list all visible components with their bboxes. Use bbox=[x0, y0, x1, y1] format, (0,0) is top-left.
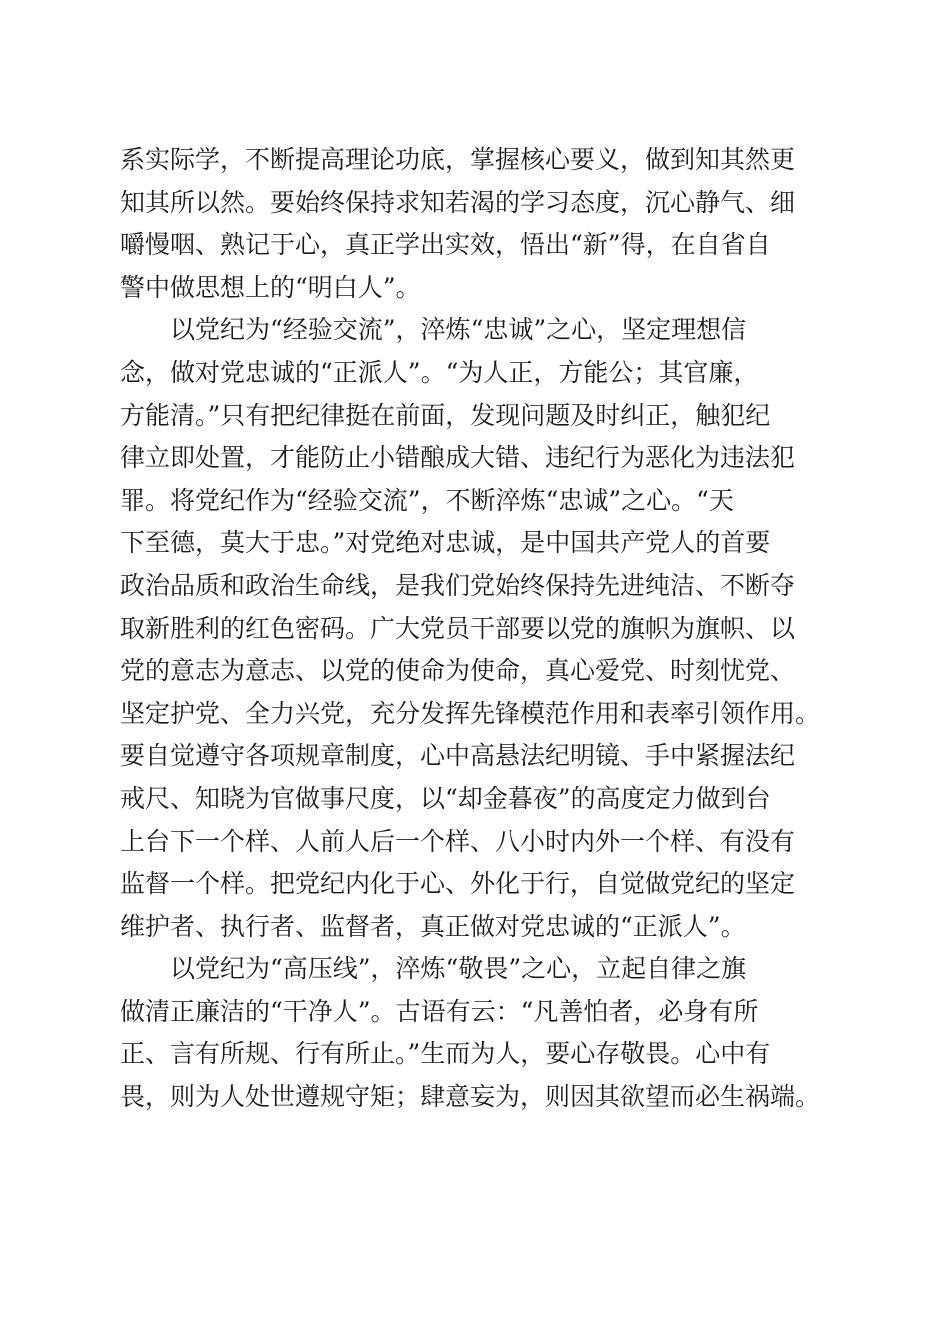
text-line: 念，做对党忠诚的“正派人”。“为人正，方能公；其官廉， bbox=[120, 357, 759, 387]
body-text bbox=[120, 139, 840, 1119]
text-line: 律立即处置，才能防止小错酿成大错、违纪行为恶化为违法犯 bbox=[120, 443, 796, 473]
text-line: 维护者、执行者、监督者，真正做对党忠诚的“正派人”。 bbox=[120, 911, 746, 941]
text-line: 畏，则为人处世遵规守矩；肆意妄为，则因其欲望而必生祸端。 bbox=[120, 1082, 821, 1112]
text-line: 嚼慢咽、熟记于心，真正学出实效，悟出“新”得，在自省自 bbox=[120, 230, 771, 260]
text-line: 坚定护党、全力兴党，充分发挥先锋模范作用和表率引领作用。 bbox=[120, 698, 821, 728]
text-line: 政治品质和政治生命线，是我们党始终保持先进纯洁、不断夺 bbox=[120, 570, 796, 600]
text-line: 罪。将党纪作为“经验交流”，不断淬炼“忠诚”之心。“天 bbox=[120, 485, 734, 515]
text-line: 上台下一个样、人前人后一个样、八小时内外一个样、有没有 bbox=[120, 826, 796, 856]
paragraph-first-line: 以党纪为“高压线”，淬炼“敬畏”之心，立起自律之旗 bbox=[170, 954, 747, 984]
text-line: 警中做思想上的“明白人”。 bbox=[120, 272, 421, 302]
text-line: 要自觉遵守各项规章制度，心中高悬法纪明镜、手中紧握法纪 bbox=[120, 741, 796, 771]
text-line: 下至德，莫大于忠。”对党绝对忠诚，是中国共产党人的首要 bbox=[120, 528, 771, 558]
text-line: 系实际学，不断提高理论功底，掌握核心要义，做到知其然更 bbox=[120, 145, 796, 174]
text-line: 做清正廉洁的“干净人”。古语有云：“凡善怕者，必身有所 bbox=[120, 996, 759, 1026]
text-line: 戒尺、知晓为官做事尺度，以“却金暮夜”的高度定力做到台 bbox=[120, 783, 771, 813]
text-line: 党的意志为意志、以党的使命为使命，真心爱党、时刻忧党、 bbox=[120, 656, 796, 686]
text-line: 正、言有所规、行有所止。”生而为人，要心存敬畏。心中有 bbox=[120, 1039, 771, 1069]
paragraph-first-line: 以党纪为“经验交流”，淬炼“忠诚”之心，坚定理想信 bbox=[170, 315, 747, 345]
text-line: 方能清。”只有把纪律挺在前面，发现问题及时纠正，触犯纪 bbox=[120, 400, 771, 430]
text-line: 知其所以然。要始终保持求知若渴的学习态度，沉心静气、细 bbox=[120, 187, 796, 217]
text-line: 取新胜利的红色密码。广大党员干部要以党的旗帜为旗帜、以 bbox=[120, 613, 796, 643]
text-line: 监督一个样。把党纪内化于心、外化于行，自觉做党纪的坚定 bbox=[120, 869, 796, 899]
